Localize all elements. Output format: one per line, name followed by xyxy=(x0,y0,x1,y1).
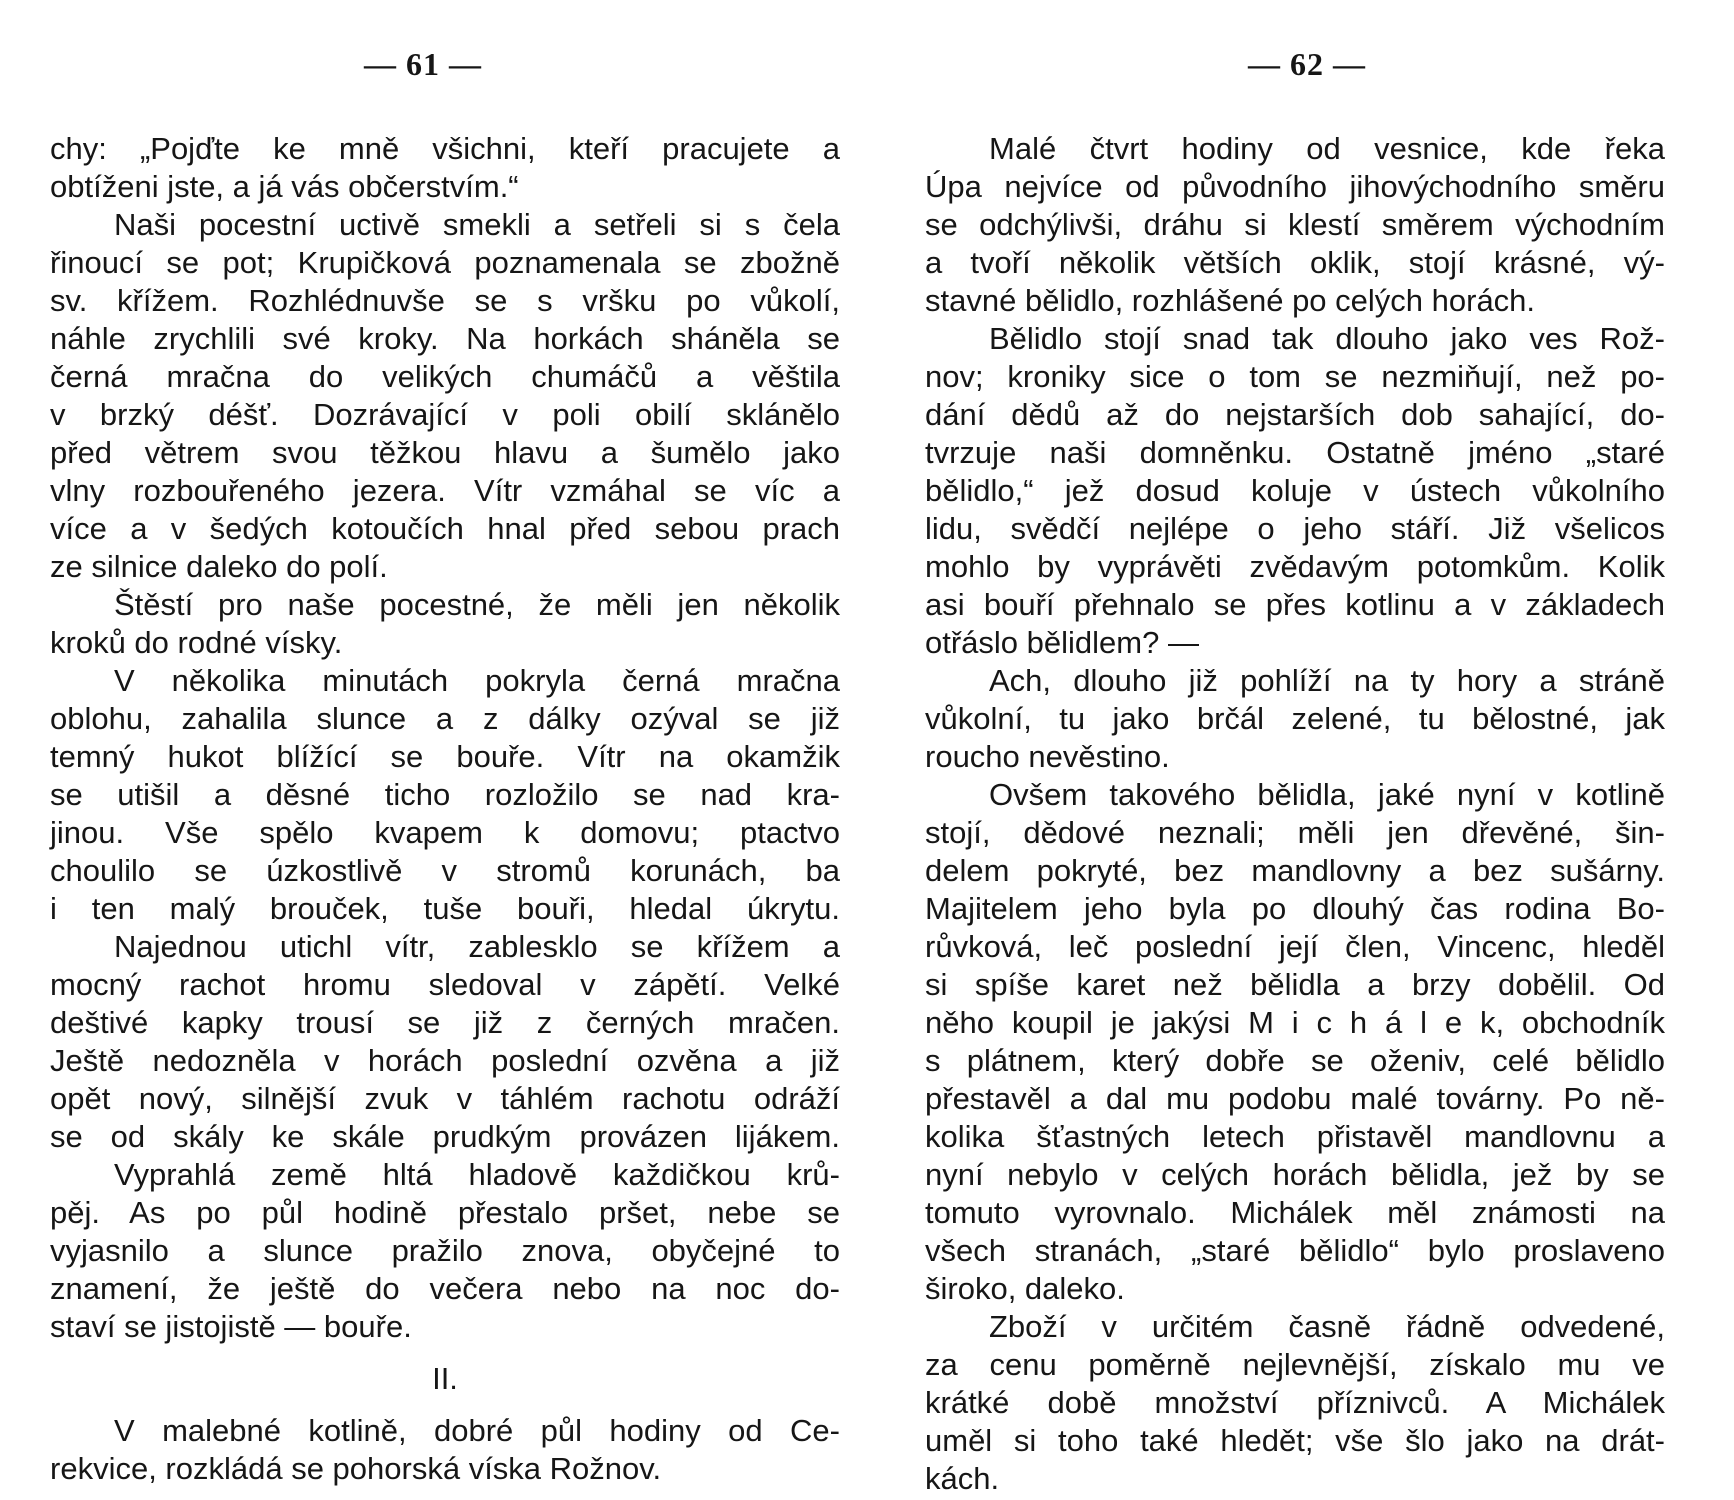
section-heading: II. xyxy=(432,1361,458,1396)
text-line: všech stranách, „staré bělidlo“ bylo proslaveno xyxy=(925,1233,1665,1268)
text-line: vlny rozbouřeného jezera. Vítr vzmáhal se víc a xyxy=(50,473,840,508)
text-line: Úpa nejvíce od původního jihovýchodního směru xyxy=(925,169,1665,204)
page-number-left: — 61 — xyxy=(364,46,482,82)
text-line: temný hukot blížící se bouře. Vítr na okamžik xyxy=(50,739,840,774)
right-page-text xyxy=(925,130,1665,1498)
text-line: asi bouří přehnalo se přes kotlinu a v základech xyxy=(925,587,1665,622)
text-line: V malebné kotlině, dobré půl hodiny od Ce- xyxy=(114,1413,840,1448)
text-line: tomuto vyrovnalo. Michálek měl známosti na xyxy=(925,1195,1665,1230)
text-line: něho koupil je jakýsi M i c h á l e k, obchodník xyxy=(925,1005,1665,1040)
text-line: růvková, leč poslední její člen, Vincenc, hleděl xyxy=(925,929,1665,964)
section-gap xyxy=(50,1398,840,1412)
text-line: Bělidlo stojí snad tak dlouho jako ves Rož- xyxy=(989,321,1665,356)
section-gap xyxy=(50,1346,840,1360)
text-line: řinoucí se pot; Krupičková poznamenala se zbožně xyxy=(50,245,840,280)
text-line: Zboží v určitém časně řádně odvedené, xyxy=(989,1309,1665,1344)
text-line: vůkolní, tu jako brčál zelené, tu bělostné, jak xyxy=(925,701,1665,736)
text-line: více a v šedých kotoučích hnal před sebou prach xyxy=(50,511,840,546)
text-line: krátké době množství příznivců. A Michálek xyxy=(925,1385,1665,1420)
text-line: Naši pocestní uctivě smekli a setřeli si s čela xyxy=(114,207,840,242)
text-line: Ovšem takového bělidla, jaké nyní v kotlině xyxy=(989,777,1665,812)
text-line: znamení, že ještě do večera nebo na noc do- xyxy=(50,1271,840,1306)
text-line: sv. křížem. Rozhlédnuvše se s vršku po vůkolí, xyxy=(50,283,840,318)
text-line: mohlo by vyprávěti zvědavým potomkům. Kolik xyxy=(925,549,1665,584)
text-line: nyní nebylo v celých horách bělidla, jež by se xyxy=(925,1157,1665,1192)
text-line: roucho nevěstino. xyxy=(925,739,1170,774)
text-line: staví se jistojistě — bouře. xyxy=(50,1309,412,1344)
text-line: se utišil a děsné ticho rozložilo se nad kra- xyxy=(50,777,840,812)
text-line: deštivé kapky trousí se již z černých mračen. xyxy=(50,1005,840,1040)
text-line: V několika minutách pokryla černá mračna xyxy=(114,663,840,698)
text-line: Ach, dlouho již pohlíží na ty hory a stráně xyxy=(989,663,1665,698)
text-line: stojí, dědové neznali; měli jen dřevěné, šin- xyxy=(925,815,1665,850)
text-line: rekvice, rozkládá se pohorská víska Rožnov. xyxy=(50,1451,662,1486)
text-line: vyjasnilo a slunce pražilo znova, obyčejné to xyxy=(50,1233,840,1268)
text-line: choulilo se úzkostlivě v stromů korunách, ba xyxy=(50,853,840,888)
text-line: kolika šťastných letech přistavěl mandlovnu a xyxy=(925,1119,1665,1154)
text-line: kroků do rodné vísky. xyxy=(50,625,343,660)
text-line: bělidlo,“ jež dosud koluje v ústech vůkolního xyxy=(925,473,1665,508)
left-page xyxy=(50,0,840,1500)
text-line: a tvoří několik větších oklik, stojí krásné, vý- xyxy=(925,245,1665,280)
text-line: tvrzuje naši domněnku. Ostatně jméno „staré xyxy=(925,435,1665,470)
text-line: delem pokryté, bez mandlovny a bez sušárny. xyxy=(925,853,1665,888)
text-line: za cenu poměrně nejlevnější, získalo mu ve xyxy=(925,1347,1665,1382)
text-line: opět nový, silnější zvuk v táhlém rachotu odráží xyxy=(50,1081,840,1116)
text-line: stavné bělidlo, rozhlášené po celých horách. xyxy=(925,283,1536,318)
text-line: obtíženi jste, a já vás občerstvím.“ xyxy=(50,169,519,204)
text-line: široko, daleko. xyxy=(925,1271,1125,1306)
left-page-text xyxy=(50,130,840,1488)
text-line: Štěstí pro naše pocestné, že měli jen několik xyxy=(114,587,840,622)
text-line: nov; kroniky sice o tom se nezmiňují, než po- xyxy=(925,359,1665,394)
text-line: chy: „Pojďte ke mně všichni, kteří pracujete a xyxy=(50,131,840,166)
text-line: přestavěl a dal mu podobu malé továrny. Po ně- xyxy=(925,1081,1665,1116)
text-line: ze silnice daleko do polí. xyxy=(50,549,388,584)
text-line: kách. xyxy=(925,1461,1000,1496)
text-line: lidu, svědčí nejlépe o jeho stáří. Již všelicos xyxy=(925,511,1665,546)
text-line: náhle zrychlili své kroky. Na horkách sháněla se xyxy=(50,321,840,356)
text-line: v brzký déšť. Dozrávající v poli obilí sklánělo xyxy=(50,397,840,432)
text-line: mocný rachot hromu sledoval v zápětí. Velké xyxy=(50,967,840,1002)
text-line: pěj. As po půl hodině přestalo pršet, nebe se xyxy=(50,1195,840,1230)
text-line: jinou. Vše spělo kvapem k domovu; ptactvo xyxy=(50,815,840,850)
text-line: si spíše karet než bělidla a brzy dobělil. Od xyxy=(925,967,1665,1002)
text-line: černá mračna do velikých chumáčů a věštila xyxy=(50,359,840,394)
text-line: oblohu, zahalila slunce a z dálky ozýval se již xyxy=(50,701,840,736)
text-line: uměl si toho také hledět; vše šlo jako na drát- xyxy=(925,1423,1665,1458)
text-line: i ten malý brouček, tuše bouři, hledal úkrytu. xyxy=(50,891,840,926)
text-line: Malé čtvrt hodiny od vesnice, kde řeka xyxy=(989,131,1665,166)
text-line: Ještě nedozněla v horách poslední ozvěna a již xyxy=(50,1043,840,1078)
text-line: Majitelem jeho byla po dlouhý čas rodina Bo- xyxy=(925,891,1665,926)
right-page xyxy=(925,0,1665,1500)
text-line: Vyprahlá země hltá hladově každičkou krů- xyxy=(114,1157,840,1192)
text-line: s plátnem, který dobře se oženiv, celé bělidlo xyxy=(925,1043,1665,1078)
text-line: se od skály ke skále prudkým provázen lijákem. xyxy=(50,1119,840,1154)
text-line: dání dědů až do nejstarších dob sahající, do- xyxy=(925,397,1665,432)
text-line: otřáslo bělidlem? — xyxy=(925,625,1199,660)
text-line: Najednou utichl vítr, zablesklo se křížem a xyxy=(114,929,840,964)
page-number-right: — 62 — xyxy=(1248,46,1366,82)
text-line: před větrem svou těžkou hlavu a šumělo jako xyxy=(50,435,840,470)
text-line: se odchýlivši, dráhu si klestí směrem východním xyxy=(925,207,1665,242)
